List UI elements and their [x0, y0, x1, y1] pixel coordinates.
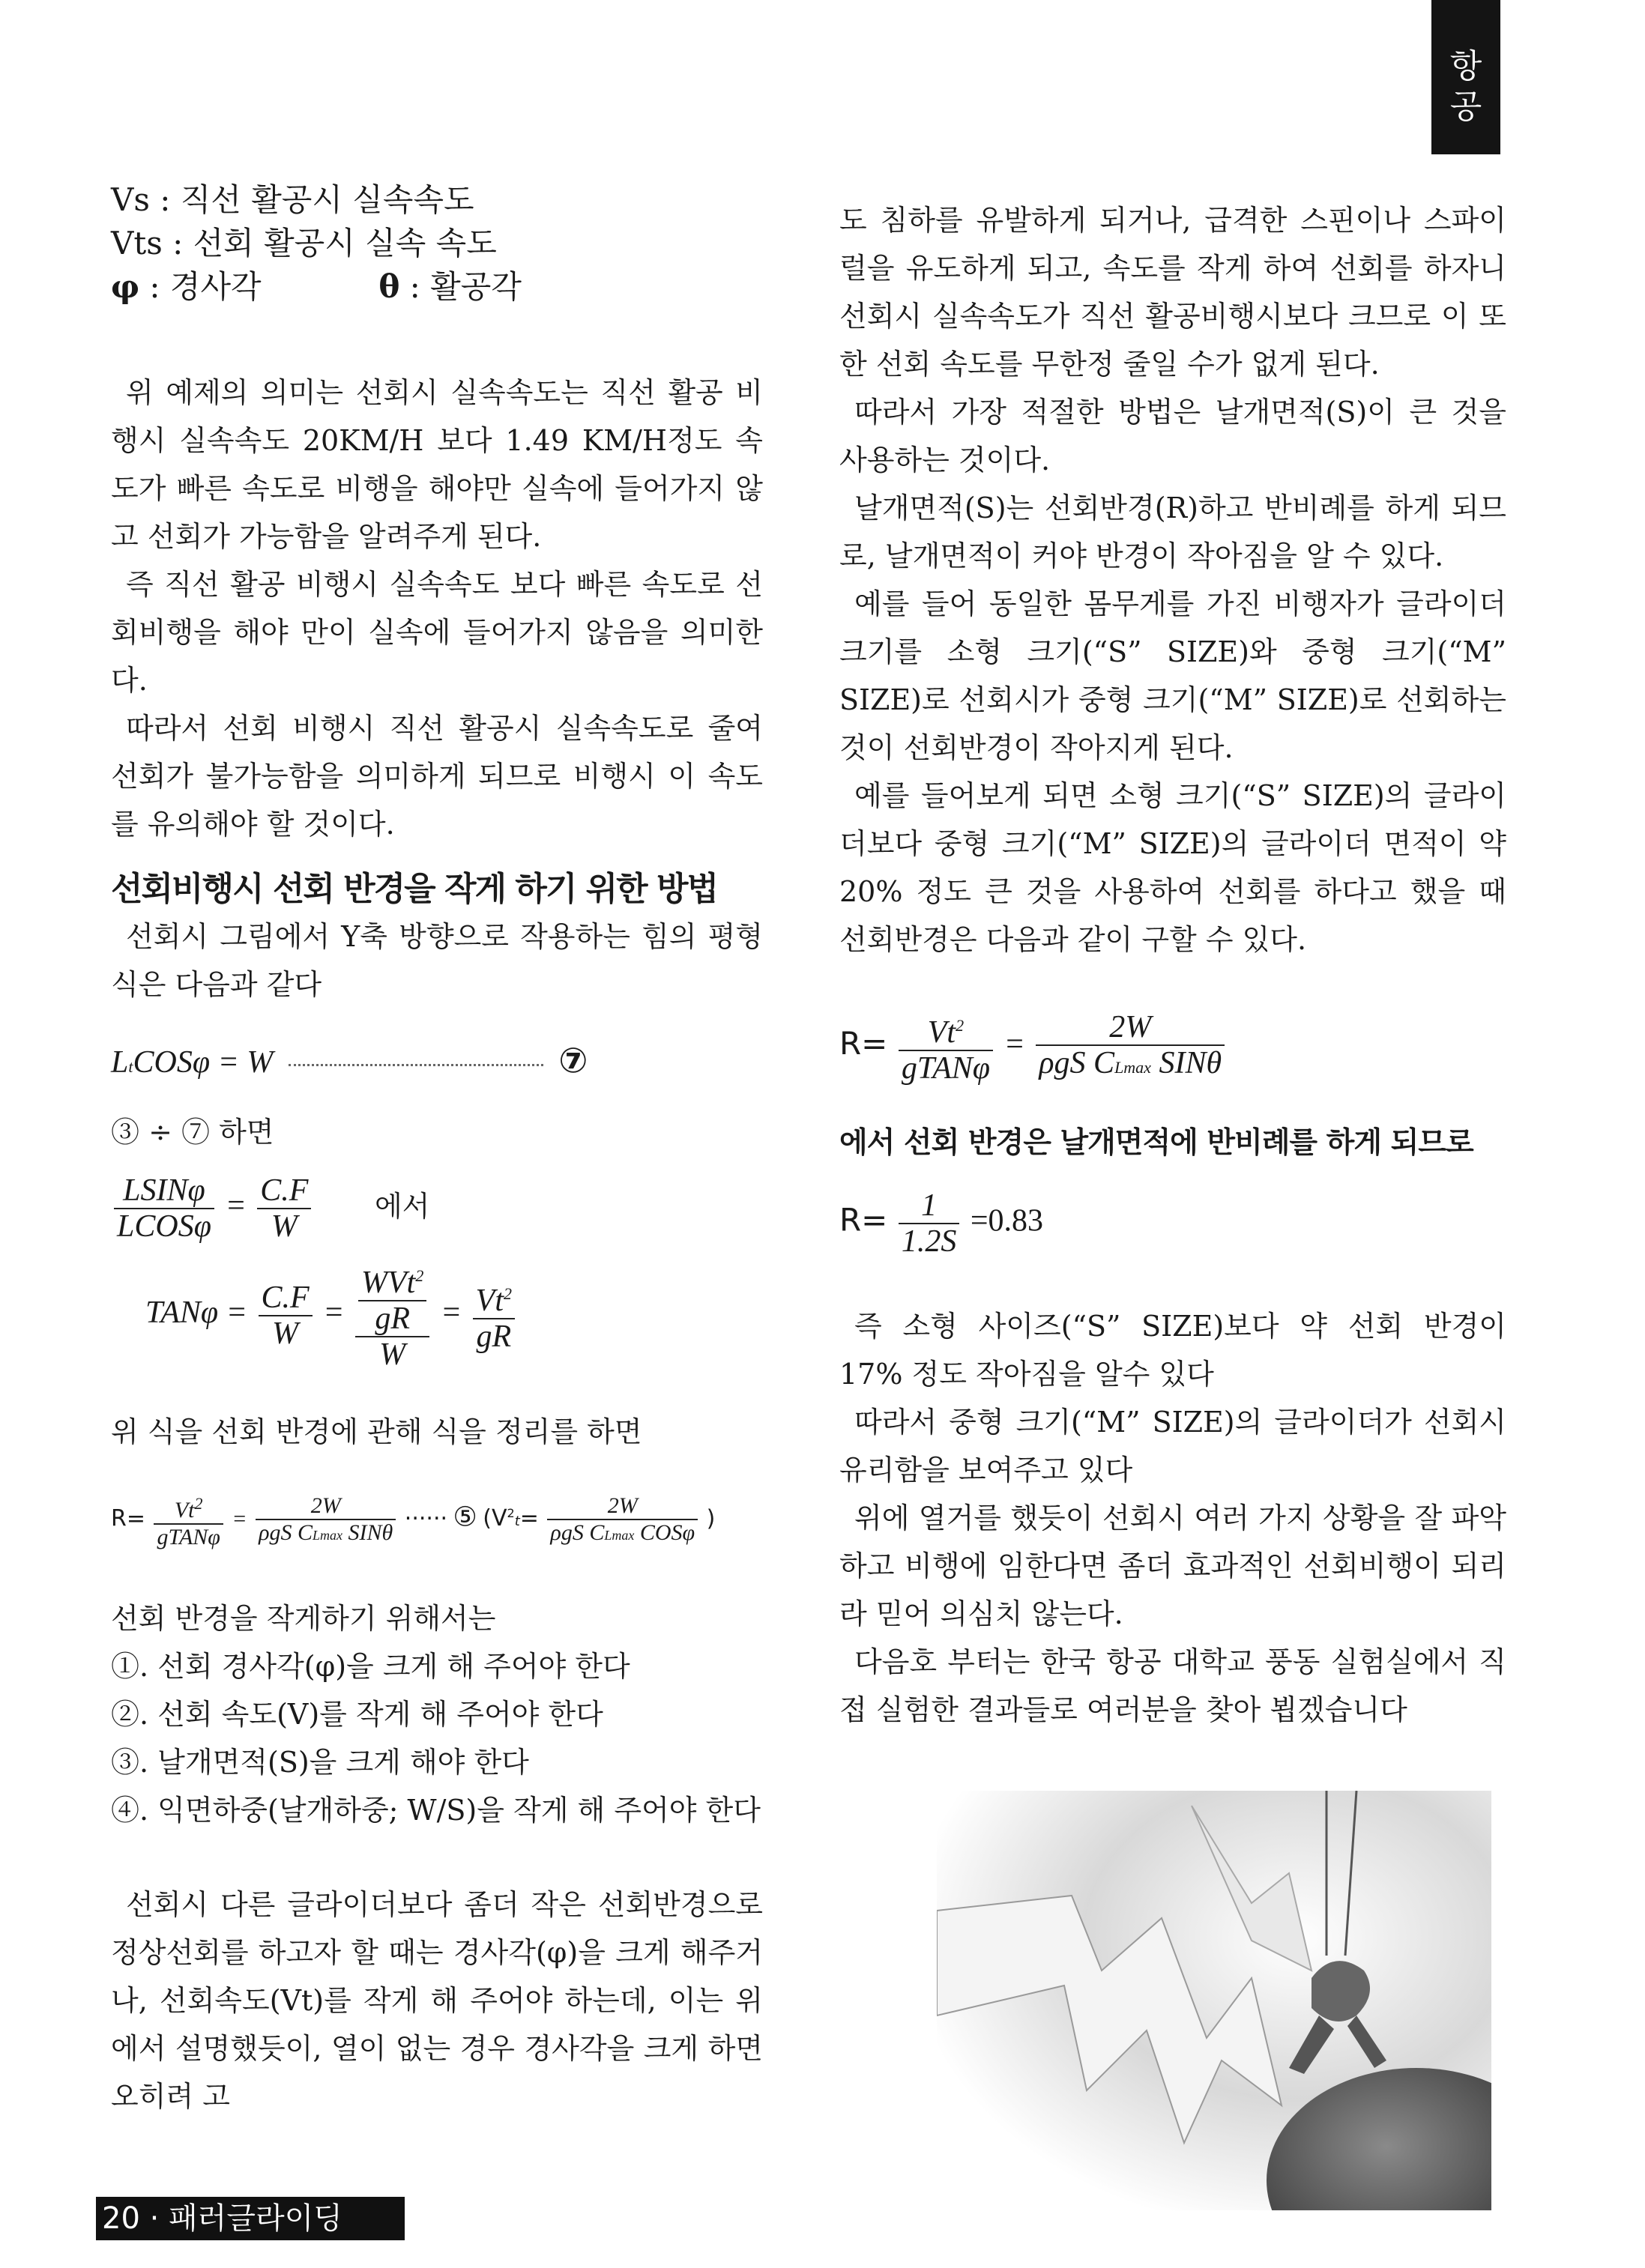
denominator: 1.2S [901, 1224, 957, 1259]
list-item: ②. 선회 속도(V)를 작게 해 주어야 한다 [111, 1698, 603, 1731]
theta-symbol: θ [378, 268, 400, 305]
paragraph: 위에 열거를 했듯이 선회시 여러 가지 상황을 잘 파악하고 비행에 임한다면 좀더 효과적인 선회비행이 되리라 믿어 의심치 않는다. [839, 1502, 1506, 1630]
left-section [111, 862, 763, 1008]
equation-number: ⑦ [558, 1040, 588, 1080]
list-item: ③. 날개면적(S)을 크게 해야 한다 [111, 1746, 529, 1779]
list-item: ①. 선회 경사각(φ)을 크게 해 주어야 한다 [111, 1650, 630, 1683]
denominator: gTANφ [901, 1051, 991, 1086]
fraction [547, 1493, 698, 1548]
paragraph: 선회시 다른 글라이더보다 좀더 작은 선회반경으로 정상선회를 하고자 할 때는 경사각(φ)을 크게 해주거나, 선회속도(Vt)를 작게 해 주어야 하는데, 이는 위에서 설명했듯이, 열이 없는 경우 경사각을 크게 하면 오히려 고 [111, 1888, 763, 2113]
equation-number: ⑤ [453, 1502, 477, 1533]
eq-symbol: L [111, 1045, 129, 1080]
var-vs: Vs : 직선 활공시 실속속도 [111, 181, 474, 218]
numerator: C.F [259, 1280, 313, 1316]
denominator [1036, 1046, 1225, 1085]
fraction [899, 1008, 993, 1086]
paragraph: 도 침하를 유발하게 되거나, 급격한 스핀이나 스파이럴을 유도하게 되고, 속도를 작게 하여 선회를 하자니 선회시 실속속도가 직선 활공비행시보다 크므로 이 또한 선회 속도를 무한정 줄일 수가 없게 된다. [839, 204, 1506, 381]
numerator [154, 1491, 223, 1525]
paragraph: 따라서 선회 비행시 직선 활공시 실속속도로 줄여 선회가 불가능함을 의미하게 되므로 비행시 이 속도를 유의해야 할 것이다. [111, 712, 763, 841]
inner-bottom: gR [375, 1301, 410, 1336]
equation-7 [111, 1040, 763, 1080]
numerator: 2W [1036, 1010, 1225, 1046]
step-text: ③ ÷ ⑦ 하면 [111, 1116, 274, 1149]
compound-fraction [355, 1259, 429, 1372]
denominator [256, 1520, 396, 1548]
exponent: 2 [194, 1494, 203, 1513]
paragraph: 위 예제의 의미는 선회시 실속속도는 직선 활공 비행시 실속속도 20KM/H 보다 1.49 KM/H정도 속도가 빠른 속도로 비행을 해야만 실속에 들어가지 않고 선회가 가능함을 알려주게 된다. [111, 376, 763, 553]
page-footer: 20 · 패러글라이딩 [96, 2197, 405, 2240]
denominator: gR [476, 1319, 512, 1354]
eq-lhs: R= [839, 1025, 888, 1062]
den-pre: ρgS C [1039, 1045, 1115, 1080]
den-post: SINθ [1150, 1045, 1222, 1080]
paragraph: 즉 직선 활공 비행시 실속속도 보다 빠른 속도로 선회비행을 해야 만이 실속에 들어가지 않음을 의미한다. [111, 568, 763, 697]
den-pre: ρgS C [259, 1520, 313, 1545]
left-body-2 [111, 1881, 763, 2120]
eq-lhs: TANφ = [145, 1295, 247, 1331]
equals: = [1003, 1027, 1025, 1062]
fraction [257, 1173, 311, 1244]
paragraph: 따라서 가장 적절한 방법은 날개면적(S)이 큰 것을 사용하는 것이다. [839, 396, 1506, 477]
paren-close: ) [706, 1505, 716, 1532]
paren-open [483, 1505, 539, 1531]
den-post: SINθ [342, 1520, 393, 1545]
denominator [547, 1520, 698, 1548]
dotted-leader: ······ [404, 1505, 448, 1532]
den-sub: Lmax [313, 1528, 343, 1543]
exponent: 2 [415, 1266, 424, 1285]
fraction [256, 1493, 396, 1548]
numerator: 2W [256, 1493, 396, 1520]
equation-ratio [111, 1173, 763, 1244]
section-tab-char-1: 항 [1449, 47, 1482, 85]
numerator [473, 1277, 515, 1319]
num-text: Vt [475, 1283, 504, 1318]
exponent: 2 [956, 1016, 965, 1035]
variable-list [111, 178, 763, 309]
den-sub: Lmax [604, 1528, 635, 1543]
fraction [473, 1277, 515, 1354]
exponent: 2 [504, 1284, 512, 1303]
den-post: COSφ [634, 1520, 695, 1545]
denominator: W [379, 1337, 406, 1372]
left-body-1 [111, 369, 763, 848]
var-vts: Vts : 선회 활공시 실속 속도 [111, 225, 497, 261]
result-value: =0.83 [970, 1203, 1044, 1239]
numerator: C.F [257, 1173, 311, 1209]
section-tab-char-2: 공 [1449, 88, 1482, 126]
numerator: 1 [899, 1188, 960, 1224]
fraction [899, 1188, 960, 1259]
equals: = [225, 1188, 247, 1224]
result-heading: 에서 선회 반경은 날개면적에 반비례를 하게 되므로 [839, 1126, 1473, 1160]
paragraph: 선회 반경을 작게하기 위해서는 [111, 1602, 496, 1635]
paragraph: 선회시 그림에서 Y축 방향으로 작용하는 힘의 평형식은 다음과 같다 [111, 920, 763, 1001]
denominator: LCOSφ [117, 1209, 211, 1244]
eq-subscript: t [128, 1057, 133, 1076]
fraction [154, 1491, 223, 1550]
numerator [355, 1259, 429, 1337]
list-item: ④. 익면하중(날개하중; W/S)을 작게 해 주어야 한다 [111, 1794, 761, 1827]
paragraph: 따라서 중형 크기(“M” SIZE)의 글라이더가 선회시 유리함을 보여주고 있다 [839, 1406, 1506, 1487]
equals: = [323, 1295, 345, 1331]
equation-radius [839, 1008, 1506, 1086]
fraction [114, 1173, 214, 1244]
right-body-2 [839, 1302, 1506, 1734]
equals: = [440, 1295, 462, 1331]
denominator: gTANφ [157, 1525, 220, 1549]
section-tab [1431, 0, 1500, 154]
phi-symbol: φ [111, 268, 140, 305]
inner-numerator [358, 1259, 426, 1301]
numerator [899, 1008, 993, 1051]
paragraph: 다음호 부터는 한국 항공 대학교 풍동 실험실에서 직접 실험한 결과들로 여러분을 찾아 뵙겠습니다 [839, 1645, 1506, 1726]
den-pre: ρgS C [550, 1520, 605, 1545]
equals: = [232, 1506, 247, 1531]
den-sub: Lmax [1114, 1057, 1151, 1077]
right-body-1 [839, 196, 1506, 964]
eq-text: COSφ = W [133, 1045, 274, 1080]
condition-list [111, 1594, 763, 1834]
equation-5 [111, 1491, 785, 1550]
exponent: 2 [507, 1506, 515, 1521]
paren-sub: t [514, 1513, 520, 1530]
eq-label: 에서 [374, 1189, 430, 1223]
denominator: W [271, 1209, 298, 1244]
denominator: W [272, 1316, 299, 1351]
paraglider-illustration [937, 1791, 1491, 2210]
paragraph: 날개면적(S)는 선회반경(R)하고 반비례를 하게 되므로, 날개면적이 커야 반경이 작아짐을 알 수 있다. [839, 492, 1506, 572]
paragraph: 예를 들어 동일한 몸무게를 가진 비행자가 글라이더 크기를 소형 크기(“S” SIZE)와 중형 크기(“M” SIZE)로 선회시가 중형 크기(“M” SIZE)로 선회하는 것이 선회반경이 작아지게 된다. [839, 587, 1506, 764]
equation-tan [111, 1259, 763, 1372]
equation-ratio-result [839, 1188, 1506, 1259]
paragraph: 예를 들어보게 되면 소형 크기(“S” SIZE)의 글라이더보다 중형 크기(“M” SIZE)의 글라이더 면적이 약 20% 정도 큰 것을 사용하여 선회를 하다고 했을 때 선회반경은 다음과 같이 구할 수 있다. [839, 779, 1506, 956]
numerator: 2W [547, 1493, 698, 1520]
eq-lhs: R= [839, 1201, 888, 1239]
paren-open-text: (V [483, 1505, 507, 1532]
fraction [259, 1280, 313, 1351]
eq-lhs: R= [111, 1505, 145, 1532]
var-phi-label: : 경사각 [139, 268, 262, 305]
num-text: Vt [927, 1015, 956, 1050]
paren-equals: = [519, 1505, 539, 1532]
section-heading: 선회비행시 선회 반경을 작게 하기 위한 방법 [111, 870, 717, 908]
numerator: LSINφ [114, 1173, 214, 1209]
inner-fraction [358, 1259, 426, 1336]
inner-top: WVt [361, 1265, 416, 1300]
paragraph: 즉 소형 사이즈(“S” SIZE)보다 약 선회 반경이 17% 정도 작아짐을 알수 있다 [839, 1310, 1506, 1391]
paragraph: 위 식을 선회 반경에 관해 식을 정리를 하면 [111, 1415, 642, 1448]
var-angles [111, 265, 763, 309]
dotted-leader [289, 1064, 543, 1066]
fraction [1036, 1010, 1225, 1085]
num-text: Vt [174, 1498, 195, 1522]
var-theta-label: : 활공각 [399, 268, 522, 305]
